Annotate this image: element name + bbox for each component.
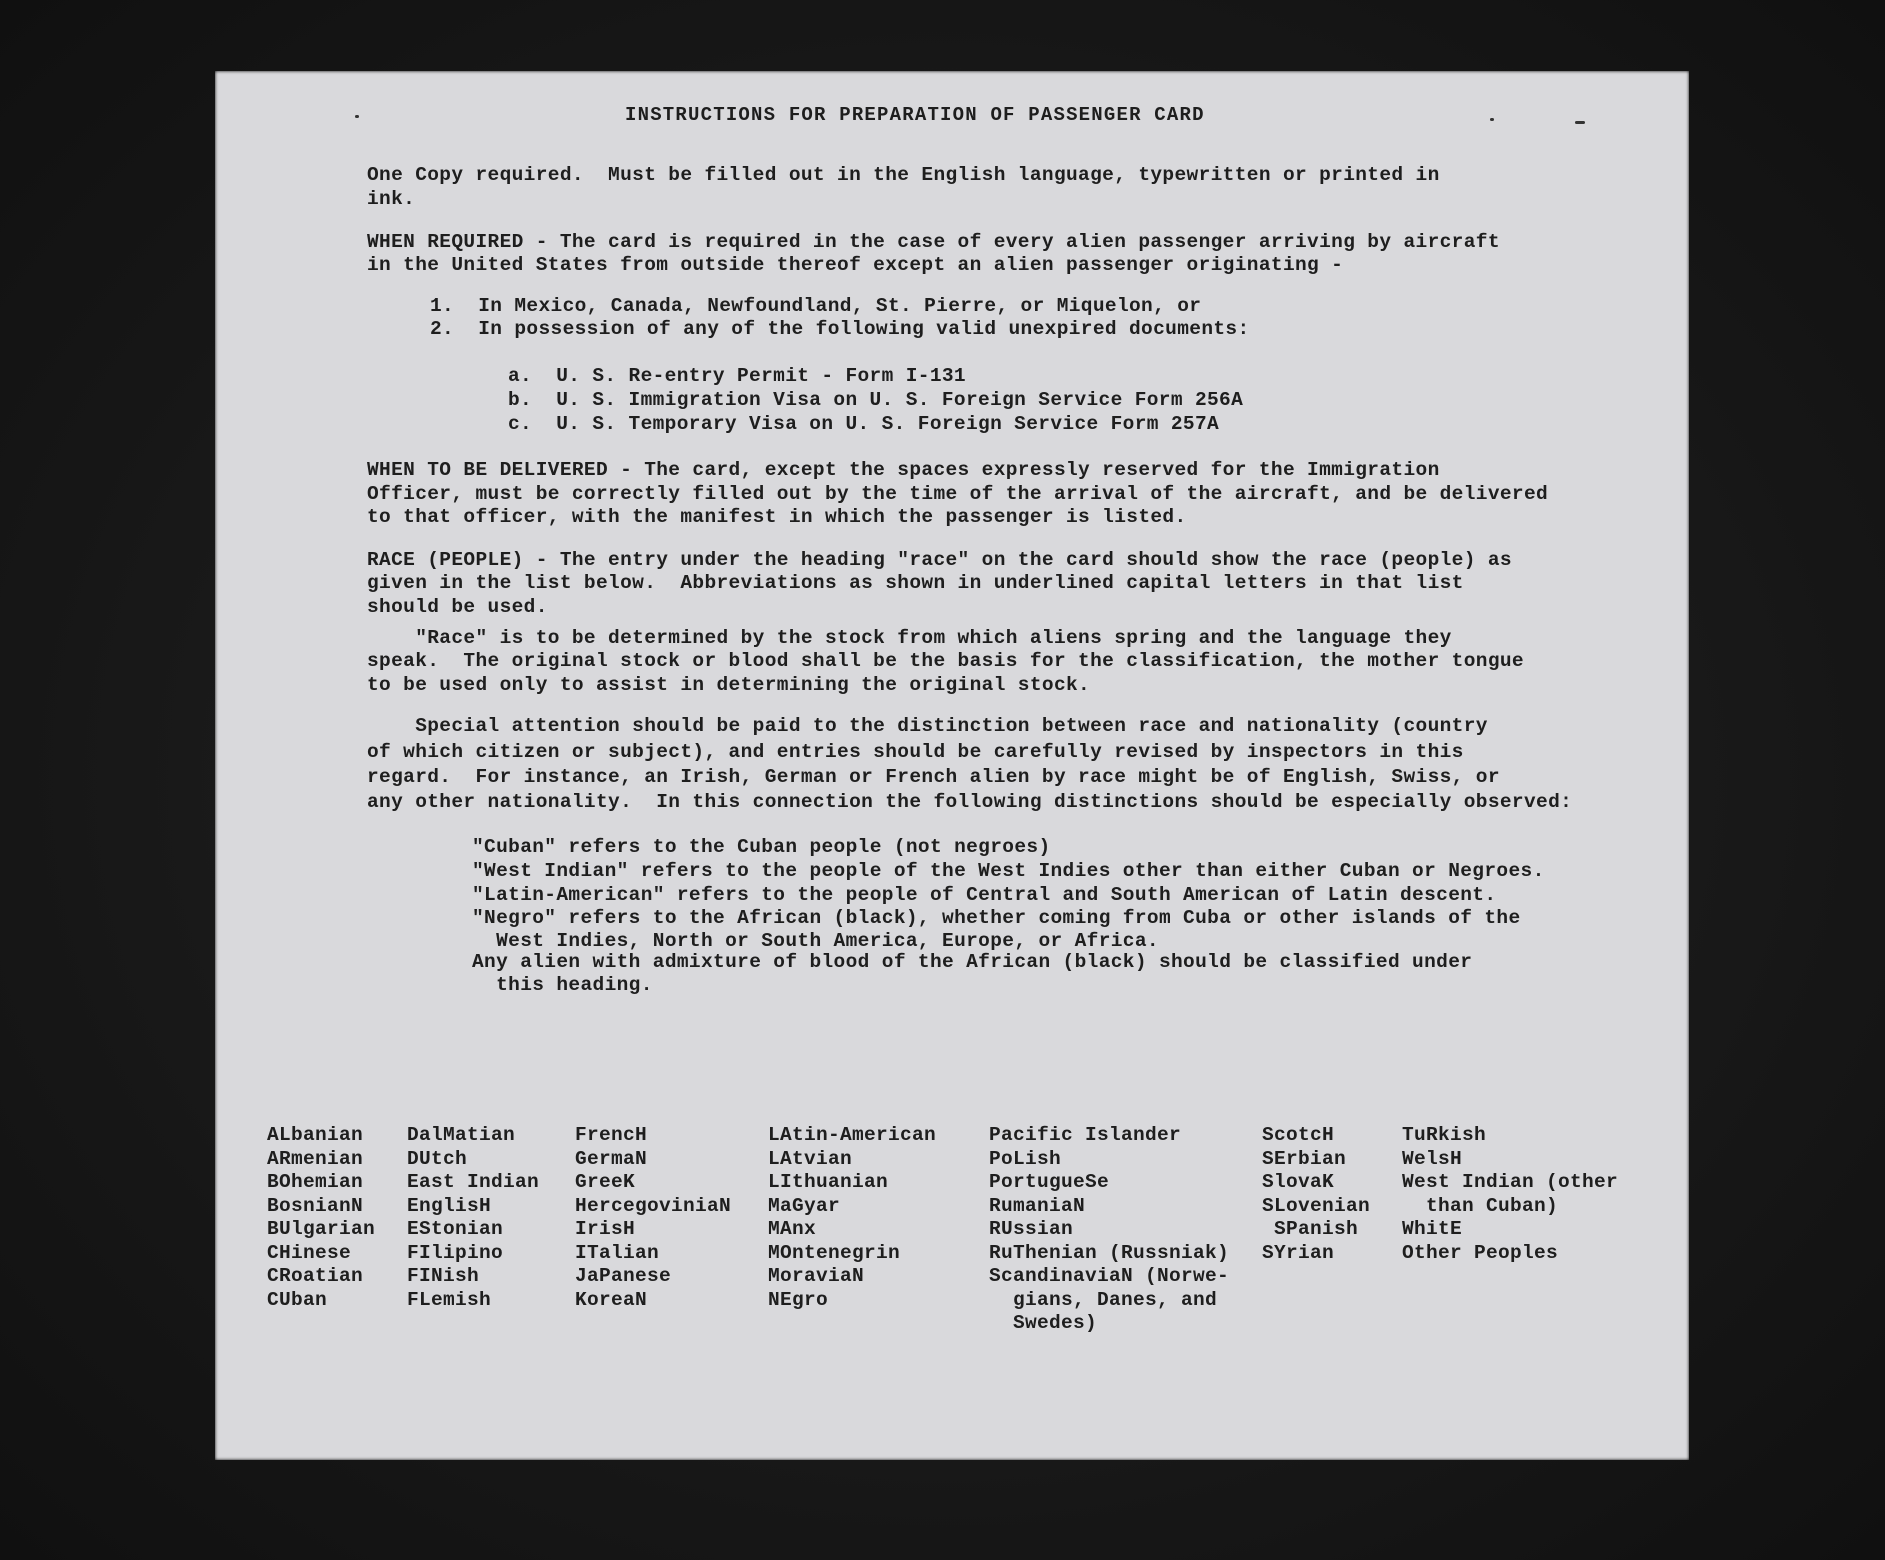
race-line-3: should be used. [367,596,548,618]
race-entry: gians, Danes, and [989,1288,1218,1311]
race-entry: CUban [267,1288,328,1311]
race-line-2: given in the list below. Abbreviations as shown in underlined capital letters in that list [367,572,1464,594]
ink-speck [1575,121,1585,124]
race-entry: MAnx [768,1218,817,1240]
document-page [215,71,1689,1460]
race-entry: IrisH [575,1218,636,1240]
race-entry: SLovenian [1262,1194,1371,1217]
distinction-line-3: "Latin-American" refers to the people of Central and South American of Latin descent. [472,884,1497,906]
race-entry: ScotcH [1262,1124,1335,1146]
race-entry: LIthuanian [768,1171,889,1193]
race-entry: Swedes) [989,1312,1098,1334]
race-entry: BUlgarian [267,1218,376,1240]
distinction-line-5: West Indies, North or South America, Europe, or Africa. [472,930,1159,952]
special-line-1: Special attention should be paid to the distinction between race and nationality (country [367,715,1488,737]
distinction-line-2: "West Indian" refers to the people of the West Indies other than either Cuban or Negroes. [472,860,1545,882]
race-entry: EStonian [407,1218,504,1240]
ink-speck [1490,118,1494,121]
intro-line-2: ink. [367,188,416,210]
race-entry: RuThenian (Russniak) [989,1241,1230,1264]
race-entry: BosnianN [267,1194,364,1217]
race-line-1: RACE (PEOPLE) - The entry under the heading "race" on the card should show the race (people) as [367,549,1512,571]
when-delivered-line-3: to that officer, with the manifest in which the passenger is listed. [367,506,1187,528]
numbered-item-2: 2. In possession of any of the following valid unexpired documents: [430,318,1250,340]
race-list-column-6 [1262,1124,1370,1265]
when-delivered-line-2: Officer, must be correctly filled out by the time of the arrival of the aircraft, and be delivered [367,483,1549,505]
race-entry: EnglisH [407,1194,492,1217]
race-list-column-7 [1402,1124,1618,1265]
race-entry: RumaniaN [989,1194,1086,1217]
race-entry: DalMatian [407,1124,516,1146]
race-entry: TuRkish [1402,1124,1487,1146]
race-def-line-2: speak. The original stock or blood shall be the basis for the classification, the mother tongue [367,650,1524,672]
race-entry: SPanish [1262,1218,1359,1240]
race-list-column-4 [768,1124,936,1312]
special-line-4: any other nationality. In this connection the following distinctions should be especially observed: [367,791,1573,813]
when-required-line-1: WHEN REQUIRED - The card is required in the case of every alien passenger arriving by aircraft [367,231,1500,253]
distinction-line-1: "Cuban" refers to the Cuban people (not negroes) [472,836,1051,858]
race-entry: SErbian [1262,1147,1347,1170]
when-delivered-line-1: WHEN TO BE DELIVERED - The card, except the spaces expressly reserved for the Immigration [367,459,1440,481]
race-entry: Other Peoples [1402,1241,1559,1264]
race-entry: MoraviaN [768,1265,865,1287]
race-entry: ITalian [575,1241,660,1264]
distinction-line-6: Any alien with admixture of blood of the African (black) should be classified under [472,951,1473,973]
lettered-item-c: c. U. S. Temporary Visa on U. S. Foreign Service Form 257A [508,413,1220,435]
special-line-2: of which citizen or subject), and entries should be carefully revised by inspectors in this [367,741,1464,763]
race-entry: SlovaK [1262,1171,1335,1193]
race-entry: BOhemian [267,1171,364,1193]
race-list-column-3 [575,1124,731,1312]
race-entry: LAtvian [768,1147,853,1170]
race-entry: WelsH [1402,1147,1463,1170]
race-entry: East Indian [407,1171,540,1193]
race-entry: CRoatian [267,1265,364,1287]
race-entry: PoLish [989,1147,1062,1170]
numbered-item-1: 1. In Mexico, Canada, Newfoundland, St. Pierre, or Miquelon, or [430,295,1202,317]
race-entry: GermaN [575,1147,648,1170]
lettered-item-a: a. U. S. Re-entry Permit - Form I-131 [508,365,966,387]
race-entry: ScandinaviaN (Norwe- [989,1265,1230,1287]
race-entry: MOntenegrin [768,1241,901,1264]
race-entry: RUssian [989,1218,1074,1240]
race-list-column-2 [407,1124,539,1312]
race-entry: SYrian [1262,1241,1335,1264]
intro-line-1: One Copy required. Must be filled out in the English language, typewritten or printed in [367,164,1440,186]
race-entry: ARmenian [267,1147,364,1170]
race-entry: NEgro [768,1288,829,1311]
race-entry: HercegoviniaN [575,1194,732,1217]
race-entry: than Cuban) [1402,1194,1559,1217]
race-def-line-3: to be used only to assist in determining the original stock. [367,674,1091,696]
race-entry: FINish [407,1265,480,1287]
race-entry: ALbanian [267,1124,364,1146]
race-entry: PortugueSe [989,1171,1110,1193]
race-entry: CHinese [267,1241,352,1264]
race-entry: DUtch [407,1147,468,1170]
race-entry: WhitE [1402,1218,1463,1240]
race-entry: Pacific Islander [989,1124,1182,1146]
race-list-column-1 [267,1124,375,1312]
race-entry: KoreaN [575,1288,648,1311]
race-entry: FIlipino [407,1241,504,1264]
race-entry: MaGyar [768,1194,841,1217]
distinction-line-7: this heading. [472,974,653,996]
document-title: INSTRUCTIONS FOR PREPARATION OF PASSENGER CARD [625,104,1205,126]
race-entry: JaPanese [575,1265,672,1287]
race-entry: LAtin-American [768,1124,937,1146]
race-entry: FrencH [575,1124,648,1146]
when-required-line-2: in the United States from outside thereof except an alien passenger originating - [367,254,1344,276]
race-list-column-5 [989,1124,1229,1336]
ink-speck [355,115,359,118]
race-def-line-1: "Race" is to be determined by the stock from which aliens spring and the language they [367,627,1452,649]
race-entry: West Indian (other [1402,1171,1619,1193]
special-line-3: regard. For instance, an Irish, German or French alien by race might be of English, Swiss, or [367,766,1500,788]
distinction-line-4: "Negro" refers to the African (black), whether coming from Cuba or other islands of the [472,907,1521,929]
race-entry: GreeK [575,1171,636,1193]
lettered-item-b: b. U. S. Immigration Visa on U. S. Foreign Service Form 256A [508,389,1244,411]
race-entry: FLemish [407,1288,492,1311]
